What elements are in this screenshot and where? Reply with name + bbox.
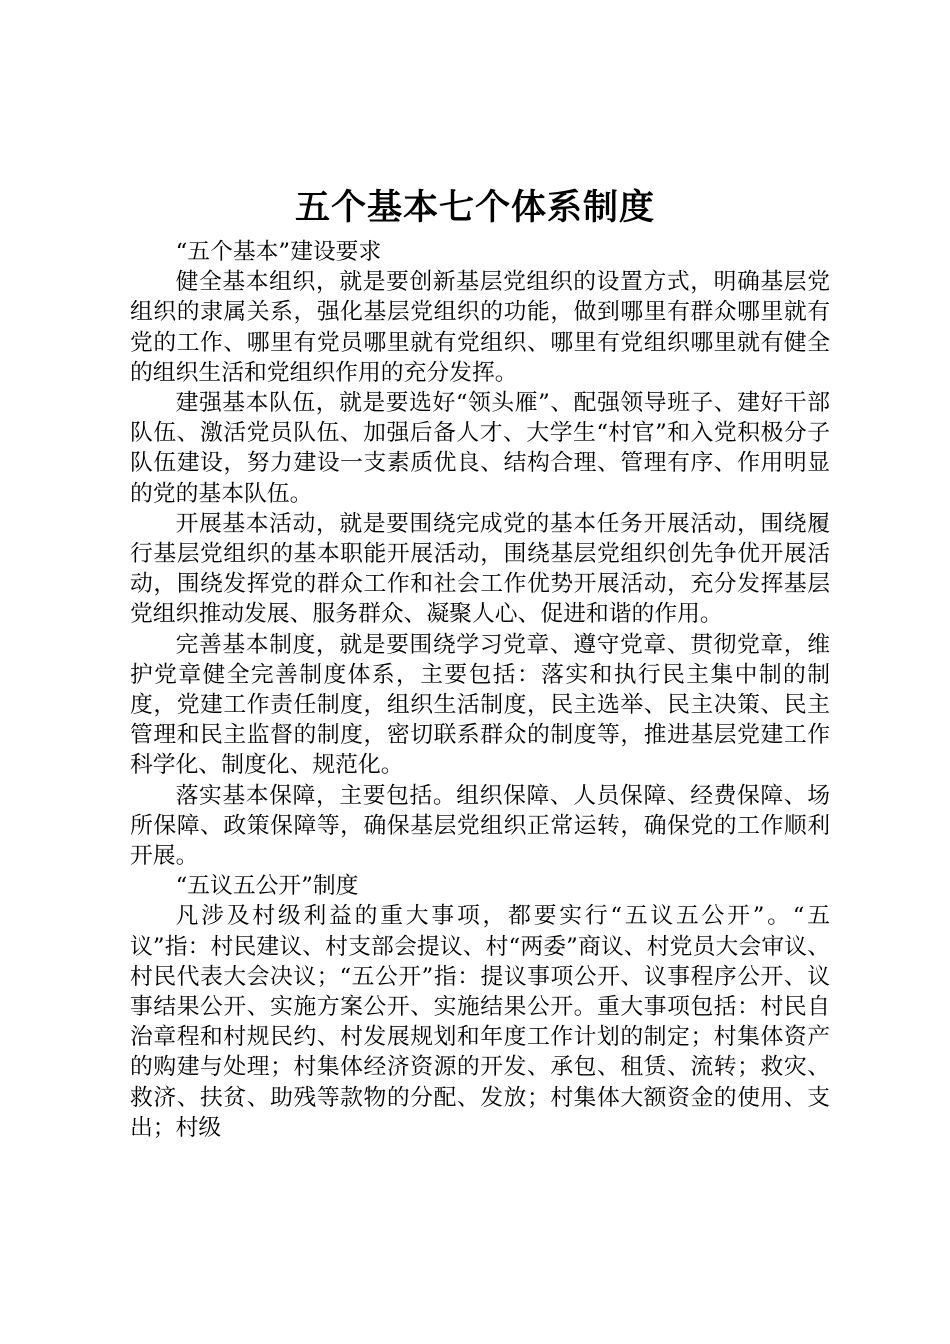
paragraph-basic-team: 建强基本队伍，就是要选好“领头雁”、配强领导班子、建好干部队伍、激活党员队伍、加强后备人才、大学生“村官”和入党积极分子队伍建设，努力建设一支素质优良、结构合理、管理有序、作用明显的党的基本队伍。 — [130, 390, 830, 507]
paragraph-basic-system: 完善基本制度，就是要围绕学习党章、遵守党章、贯彻党章，维护党章健全完善制度体系，主要包括：落实和执行民主集中制的制度，党建工作责任制度，组织生活制度，民主选举、民主决策、民主管理和民主监督的制度，密切联系群众的制度等，推进基层党建工作科学化、制度化、规范化。 — [130, 631, 830, 779]
section-heading-five-discussions: “五议五公开”制度 — [175, 873, 359, 900]
section-heading-five-basics: “五个基本”建设要求 — [175, 239, 382, 265]
paragraph-basic-guarantee: 落实基本保障，主要包括。组织保障、人员保障、经费保障、场所保障、政策保障等，确保基层党组织正常运转，确保党的工作顺利开展。 — [130, 782, 830, 870]
document-body — [130, 237, 830, 1143]
document-title: 五个基本七个体系制度 — [294, 188, 655, 228]
paragraph-five-discussions: 凡涉及村级利益的重大事项，都要实行“五议五公开”。“五议”指：村民建议、村支部会提议、村“两委”商议、村党员大会审议、村民代表大会决议；“五公开”指：提议事项公开、议事程序公开、议事结果公开、实施方案公开、实施结果公开。重大事项包括：村民自治章程和村规民约、村发展规划和年度工作计划的制定；村集体资产的购建与处理；村集体经济资源的开发、承包、租赁、流转；救灾、救济、扶贫、助残等款物的分配、发放；村集体大额资金的使用、支出；村级 — [130, 903, 830, 1141]
paragraph-basic-activities: 开展基本活动，就是要围绕完成党的基本任务开展活动，围绕履行基层党组织的基本职能开展活动，围绕基层党组织创先争优开展活动，围绕发挥党的群众工作和社会工作优势开展活动，充分发挥基层党组织推动发展、服务群众、凝聚人心、促进和谐的作用。 — [130, 510, 830, 628]
paragraph-basic-organization: 健全基本组织，就是要创新基层党组织的设置方式，明确基层党组织的隶属关系，强化基层党组织的功能，做到哪里有群众哪里就有党的工作、哪里有党员哪里就有党组织、哪里有党组织哪里就有健全的组织生活和党组织作用的充分发挥。 — [130, 269, 830, 386]
